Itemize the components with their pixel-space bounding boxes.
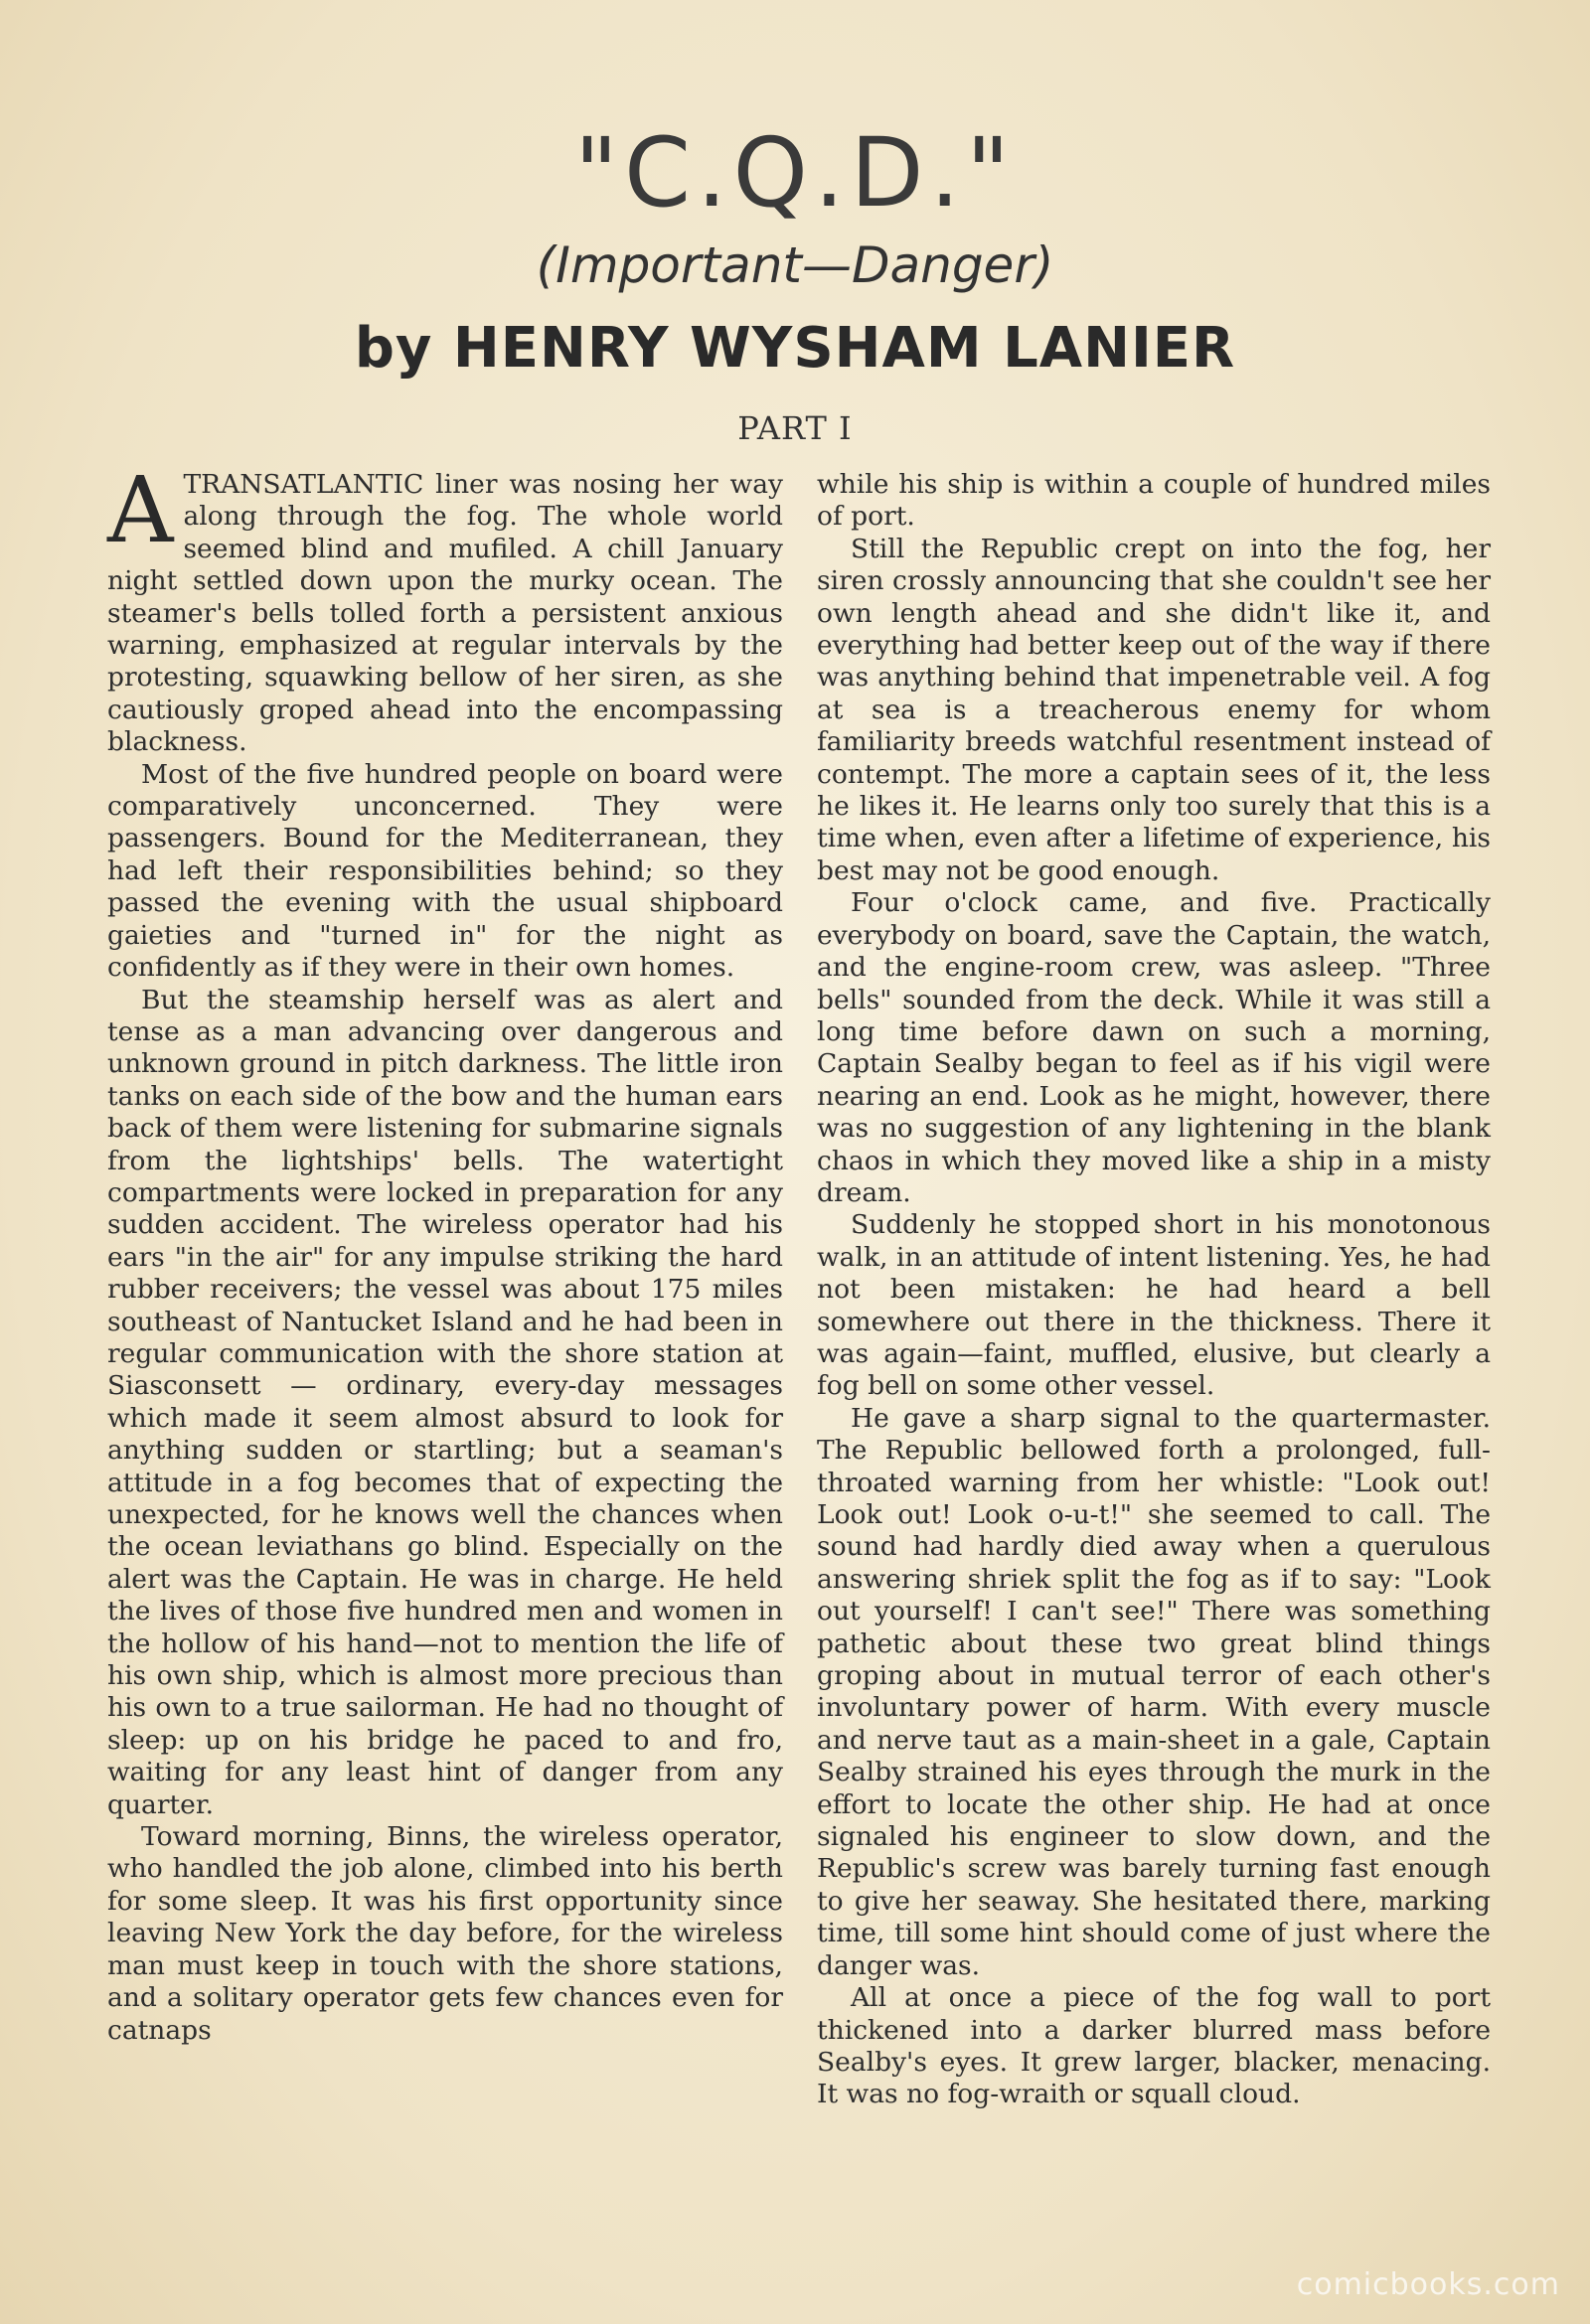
paragraph: A TRANSATLANTIC liner was nosing her way along through the fog. The whole world seemed blind and mufiled. A chill January night settled down upon the murky ocean. The steamer's bells tolled forth a persistent anxious warning, emphasized at regular intervals by the protesting, squawking bellow of her siren, as she cautiously groped ahead into the encompassing blackness. [107,457,783,758]
left-column [107,457,783,2047]
right-column [817,469,1491,2111]
paragraph: while his ship is within a couple of hundred miles of port. [817,469,1491,533]
paragraph: Most of the five hundred people on board were comparatively unconcerned. They were passengers. Bound for the Mediterranean, they had left their responsibilities behind; so they passed the evening with the usual shipboard gaieties and "turned in" for the night as confidently as if they were in their own homes. [107,758,783,984]
part-heading: PART I [737,409,853,447]
paragraph: Suddenly he stopped short in his monotonous walk, in an attitude of intent listening. Yes, he had not been mistaken: he had heard a bell somewhere out there in the thickness. There it was again—faint, muffled, elusive, but clearly a fog bell on some other vessel. [817,1209,1491,1402]
watermark: comicbooks.com [1296,2267,1560,2302]
article-title: "C.Q.D." [573,117,1017,229]
paragraph: All at once a piece of the fog wall to port thickened into a darker blurred mass before Sealby's eyes. It grew larger, blacker, menacing. It was no fog-wraith or squall cloud. [817,1982,1491,2110]
paragraph: Four o'clock came, and five. Practically everybody on board, save the Captain, the watch, and the engine-room crew, was asleep. "Three bells" sounded from the deck. While it was still a long time before dawn on such a morning, Captain Sealby began to feel as if his vigil were nearing an end. Look as he might, however, there was no suggestion of any lightening in the blank chaos in which they moved like a ship in a misty dream. [817,887,1491,1208]
paragraph: Still the Republic crept on into the fog, her siren crossly announcing that she couldn't see her own length ahead and she didn't like it, and everything had better keep out of the way if there was anything behind that impenetrable veil. A fog at sea is a treacherous enemy for whom familiarity breeds watchful resentment instead of contempt. The more a captain sees of it, the less he likes it. He learns only too surely that this is a time when, even after a lifetime of experience, his best may not be good enough. [817,533,1491,886]
paragraph: He gave a sharp signal to the quartermaster. The Republic bellowed forth a prolonged, full-throated warning from her whistle: "Look out! Look out! Look o-u-t!" she seemed to call. The sound had hardly died away when a querulous answering shriek split the fog as if to say: "Look out yourself! I can't see!" There was something pathetic about these two great blind things groping about in mutual terror of each other's involuntary power of harm. With every muscle and nerve taut as a main-sheet in a gale, Captain Sealby strained his eyes through the murk in the effort to locate the other ship. He had at once signaled his engineer to slow down, and the Republic's screw was barely turning fast enough to give her seaway. She hesitated there, marking time, till some hint should come of just where the danger was. [817,1402,1491,1981]
article-subtitle: (Important—Danger) [536,236,1054,294]
drop-cap: A [107,457,174,563]
paragraph: Toward morning, Binns, the wireless operator, who handled the job alone, climbed into his berth for some sleep. It was his first opportunity since leaving New York the day before, for the wireless man must keep in touch with the shore stations, and a solitary operator gets few chances even for catnaps [107,1821,783,2046]
paragraph: But the steamship herself was as alert and tense as a man advancing over dangerous and unknown ground in pitch darkness. The little iron tanks on each side of the bow and the human ears back of them were listening for submarine signals from the lightships' bells. The watertight compartments were locked in preparation for any sudden accident. The wireless operator had his ears "in the air" for any impulse striking the hard rubber receivers; the vessel was about 175 miles southeast of Nantucket Island and he had been in regular communication with the shore station at Siasconsett — ordinary, every-day messages which made it seem almost absurd to look for anything sudden or startling; but a seaman's attitude in a fog becomes that of expecting the unexpected, for he knows well the chances when the ocean leviathans go blind. Especially on the alert was the Captain. He was in charge. He held the lives of those five hundred men and women in the hollow of his hand—not to mention the life of his own ship, which is almost more precious than his own to a true sailorman. He had no thought of sleep: up on his bridge he paced to and fro, waiting for any least hint of danger from any quarter. [107,984,783,1820]
article-byline: by HENRY WYSHAM LANIER [354,316,1236,381]
